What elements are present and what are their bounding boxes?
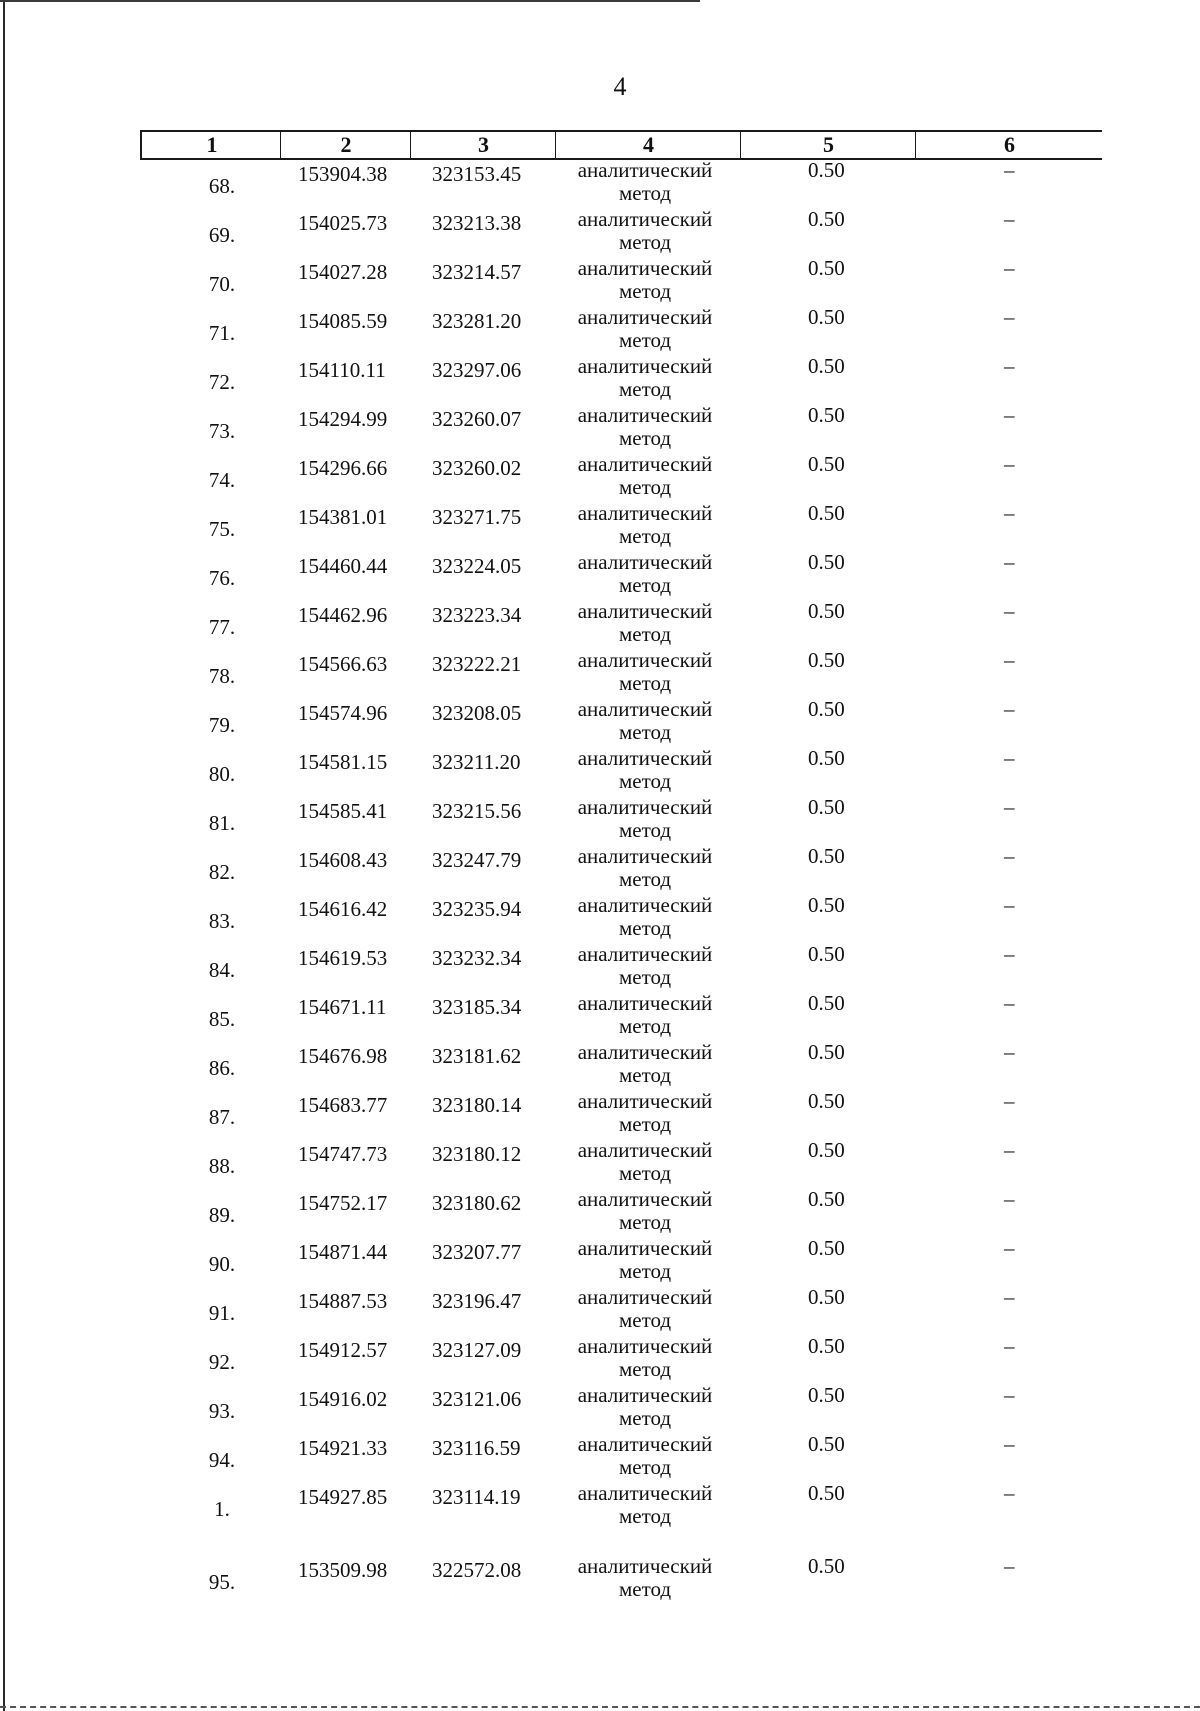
coordinate-y: 323235.94 — [432, 897, 522, 921]
coordinate-x: 154296.66 — [298, 456, 388, 480]
method-line-1: аналитический — [577, 354, 713, 378]
coordinate-y: 323260.07 — [432, 407, 522, 431]
coordinate-y: 323297.06 — [432, 358, 522, 382]
method-line-2: метод — [618, 328, 672, 352]
table-row — [0, 403, 1200, 452]
coordinate-x: 154110.11 — [298, 358, 386, 382]
page-number: 4 — [613, 72, 627, 101]
column-6-value: – — [1004, 1481, 1015, 1505]
method-line-1: аналитический — [577, 305, 713, 329]
error-value: 0.50 — [808, 550, 845, 574]
method-line-2: метод — [618, 1063, 672, 1087]
column-6-value: – — [1004, 1040, 1015, 1064]
table-row — [0, 452, 1200, 501]
coordinate-y: 323185.34 — [432, 995, 522, 1019]
error-value: 0.50 — [808, 1138, 845, 1162]
table-row — [0, 1554, 1200, 1603]
method-line-1: аналитический — [577, 893, 713, 917]
coordinate-y: 323215.56 — [432, 799, 522, 823]
method-line-1: аналитический — [577, 1089, 713, 1113]
column-6-value: – — [1004, 746, 1015, 770]
method-line-1: аналитический — [577, 648, 713, 672]
coordinate-x: 154927.85 — [298, 1485, 388, 1509]
point-number: 85. — [208, 1007, 236, 1031]
error-value: 0.50 — [808, 648, 845, 672]
method-line-2: метод — [618, 1357, 672, 1381]
method-line-1: аналитический — [577, 158, 713, 182]
table-row — [0, 354, 1200, 403]
table-row — [0, 1285, 1200, 1334]
table-row — [0, 1040, 1200, 1089]
method-line-1: аналитический — [577, 942, 713, 966]
point-number: 70. — [208, 272, 236, 296]
table-row — [0, 1432, 1200, 1481]
method-line-2: метод — [618, 1014, 672, 1038]
error-value: 0.50 — [808, 501, 845, 525]
table-row — [0, 305, 1200, 354]
coordinate-x: 154752.17 — [298, 1191, 388, 1215]
coordinate-x: 154460.44 — [298, 554, 388, 578]
coordinate-x: 153904.38 — [298, 162, 388, 186]
coordinate-x: 154887.53 — [298, 1289, 388, 1313]
table-row — [0, 1383, 1200, 1432]
error-value: 0.50 — [808, 1187, 845, 1211]
column-6-value: – — [1004, 256, 1015, 280]
method-line-1: аналитический — [577, 1334, 713, 1358]
point-number: 80. — [208, 762, 236, 786]
column-6-value: – — [1004, 1383, 1015, 1407]
column-6-value: – — [1004, 1089, 1015, 1113]
point-number: 87. — [208, 1105, 236, 1129]
table-row — [0, 746, 1200, 795]
method-line-1: аналитический — [577, 403, 713, 427]
error-value: 0.50 — [808, 893, 845, 917]
point-number: 86. — [208, 1056, 236, 1080]
column-6-value: – — [1004, 1334, 1015, 1358]
coordinate-x: 154585.41 — [298, 799, 388, 823]
method-line-1: аналитический — [577, 207, 713, 231]
point-number: 94. — [208, 1448, 236, 1472]
method-line-2: метод — [618, 524, 672, 548]
error-value: 0.50 — [808, 991, 845, 1015]
method-line-2: метод — [618, 818, 672, 842]
column-6-value: – — [1004, 1236, 1015, 1260]
coordinate-y: 323196.47 — [432, 1289, 522, 1313]
coordinate-x: 154462.96 — [298, 603, 388, 627]
method-line-2: метод — [618, 720, 672, 744]
error-value: 0.50 — [808, 599, 845, 623]
table-row — [0, 648, 1200, 697]
error-value: 0.50 — [808, 1334, 845, 1358]
column-6-value: – — [1004, 452, 1015, 476]
method-line-2: метод — [618, 1455, 672, 1479]
coordinate-x: 154085.59 — [298, 309, 388, 333]
table-row — [0, 158, 1200, 207]
point-number: 92. — [208, 1350, 236, 1374]
table-row — [0, 1481, 1200, 1530]
error-value: 0.50 — [808, 1432, 845, 1456]
column-6-value: – — [1004, 599, 1015, 623]
column-header-2: 2 — [280, 132, 411, 158]
coordinate-y: 323121.06 — [432, 1387, 522, 1411]
method-line-2: метод — [618, 769, 672, 793]
coordinate-y: 323223.34 — [432, 603, 522, 627]
point-number: 90. — [208, 1252, 236, 1276]
table-row — [0, 697, 1200, 746]
error-value: 0.50 — [808, 1383, 845, 1407]
method-line-2: метод — [618, 1406, 672, 1430]
error-value: 0.50 — [808, 1285, 845, 1309]
coordinate-x: 154381.01 — [298, 505, 388, 529]
error-value: 0.50 — [808, 942, 845, 966]
column-6-value: – — [1004, 158, 1015, 182]
point-number: 69. — [208, 223, 236, 247]
coordinate-x: 154747.73 — [298, 1142, 388, 1166]
error-value: 0.50 — [808, 844, 845, 868]
method-line-1: аналитический — [577, 1236, 713, 1260]
method-line-2: метод — [618, 1577, 672, 1601]
column-6-value: – — [1004, 1285, 1015, 1309]
coordinate-y: 322572.08 — [432, 1558, 522, 1582]
column-6-value: – — [1004, 1187, 1015, 1211]
error-value: 0.50 — [808, 158, 845, 182]
error-value: 0.50 — [808, 305, 845, 329]
error-value: 0.50 — [808, 1554, 845, 1578]
method-line-2: метод — [618, 916, 672, 940]
column-6-value: – — [1004, 648, 1015, 672]
column-6-value: – — [1004, 1554, 1015, 1578]
point-number: 95. — [208, 1570, 236, 1594]
point-number: 77. — [208, 615, 236, 639]
coordinate-y: 323180.62 — [432, 1191, 522, 1215]
error-value: 0.50 — [808, 354, 845, 378]
coordinate-y: 323127.09 — [432, 1338, 522, 1362]
column-6-value: – — [1004, 893, 1015, 917]
method-line-2: метод — [618, 1504, 672, 1528]
coordinate-y: 323224.05 — [432, 554, 522, 578]
column-6-value: – — [1004, 501, 1015, 525]
column-header-5: 5 — [740, 132, 916, 158]
scan-edge-bottom — [0, 1706, 1200, 1710]
coordinate-x: 154676.98 — [298, 1044, 388, 1068]
error-value: 0.50 — [808, 795, 845, 819]
table-row — [0, 1334, 1200, 1383]
method-line-2: метод — [618, 279, 672, 303]
point-number: 68. — [208, 174, 236, 198]
coordinate-y: 323214.57 — [432, 260, 522, 284]
column-header-6: 6 — [915, 132, 1103, 158]
table-row — [0, 207, 1200, 256]
coordinate-x: 154921.33 — [298, 1436, 388, 1460]
coordinate-y: 323247.79 — [432, 848, 522, 872]
point-number: 82. — [208, 860, 236, 884]
table-row — [0, 1089, 1200, 1138]
error-value: 0.50 — [808, 1040, 845, 1064]
coordinate-x: 154566.63 — [298, 652, 388, 676]
method-line-1: аналитический — [577, 697, 713, 721]
method-line-1: аналитический — [577, 550, 713, 574]
method-line-2: метод — [618, 377, 672, 401]
point-number: 84. — [208, 958, 236, 982]
table-row — [0, 501, 1200, 550]
method-line-2: метод — [618, 1259, 672, 1283]
scan-edge-top — [0, 0, 700, 2]
method-line-1: аналитический — [577, 746, 713, 770]
coordinate-y: 323260.02 — [432, 456, 522, 480]
error-value: 0.50 — [808, 746, 845, 770]
method-line-1: аналитический — [577, 844, 713, 868]
coordinate-y: 323271.75 — [432, 505, 522, 529]
point-number: 81. — [208, 811, 236, 835]
error-value: 0.50 — [808, 452, 845, 476]
coordinate-y: 323211.20 — [432, 750, 521, 774]
table-row — [0, 599, 1200, 648]
method-line-1: аналитический — [577, 452, 713, 476]
method-line-2: метод — [618, 1308, 672, 1332]
method-line-1: аналитический — [577, 256, 713, 280]
column-6-value: – — [1004, 697, 1015, 721]
point-number: 72. — [208, 370, 236, 394]
point-number: 73. — [208, 419, 236, 443]
coordinate-x: 153509.98 — [298, 1558, 388, 1582]
point-number: 71. — [208, 321, 236, 345]
method-line-1: аналитический — [577, 501, 713, 525]
method-line-1: аналитический — [577, 599, 713, 623]
method-line-2: метод — [618, 1112, 672, 1136]
coordinate-x: 154027.28 — [298, 260, 388, 284]
coordinate-x: 154025.73 — [298, 211, 388, 235]
point-number: 76. — [208, 566, 236, 590]
point-number: 91. — [208, 1301, 236, 1325]
table-row — [0, 1138, 1200, 1187]
point-number: 79. — [208, 713, 236, 737]
coordinate-y: 323213.38 — [432, 211, 522, 235]
method-line-1: аналитический — [577, 991, 713, 1015]
method-line-2: метод — [618, 573, 672, 597]
coordinate-x: 154671.11 — [298, 995, 387, 1019]
coordinate-y: 323281.20 — [432, 309, 522, 333]
error-value: 0.50 — [808, 1089, 845, 1113]
method-line-2: метод — [618, 426, 672, 450]
method-line-2: метод — [618, 1210, 672, 1234]
coordinate-y: 323208.05 — [432, 701, 522, 725]
error-value: 0.50 — [808, 1236, 845, 1260]
table-header — [140, 130, 1102, 160]
coordinate-x: 154871.44 — [298, 1240, 388, 1264]
point-number: 93. — [208, 1399, 236, 1423]
coordinate-x: 154608.43 — [298, 848, 388, 872]
point-number: 88. — [208, 1154, 236, 1178]
column-6-value: – — [1004, 844, 1015, 868]
point-number: 78. — [208, 664, 236, 688]
column-6-value: – — [1004, 207, 1015, 231]
method-line-2: метод — [618, 867, 672, 891]
point-number: 75. — [208, 517, 236, 541]
method-line-2: метод — [618, 622, 672, 646]
coordinate-x: 154616.42 — [298, 897, 388, 921]
coordinate-y: 323232.34 — [432, 946, 522, 970]
coordinate-y: 323116.59 — [432, 1436, 521, 1460]
column-6-value: – — [1004, 305, 1015, 329]
coordinate-x: 154912.57 — [298, 1338, 388, 1362]
table-row — [0, 844, 1200, 893]
coordinate-y: 323207.77 — [432, 1240, 522, 1264]
method-line-1: аналитический — [577, 1554, 713, 1578]
point-number: 89. — [208, 1203, 236, 1227]
column-header-3: 3 — [410, 132, 556, 158]
method-line-2: метод — [618, 965, 672, 989]
column-6-value: – — [1004, 1432, 1015, 1456]
point-number: 83. — [208, 909, 236, 933]
table-row — [0, 942, 1200, 991]
error-value: 0.50 — [808, 1481, 845, 1505]
coordinate-x: 154683.77 — [298, 1093, 388, 1117]
error-value: 0.50 — [808, 403, 845, 427]
method-line-1: аналитический — [577, 1383, 713, 1407]
coordinate-x: 154619.53 — [298, 946, 388, 970]
point-number: 1. — [214, 1497, 230, 1521]
table-body — [0, 158, 1200, 1603]
error-value: 0.50 — [808, 256, 845, 280]
method-line-2: метод — [618, 181, 672, 205]
coordinate-y: 323180.12 — [432, 1142, 522, 1166]
table-row — [0, 991, 1200, 1040]
coordinate-x: 154574.96 — [298, 701, 388, 725]
method-line-1: аналитический — [577, 1481, 713, 1505]
method-line-1: аналитический — [577, 1432, 713, 1456]
method-line-2: метод — [618, 671, 672, 695]
table-row — [0, 1236, 1200, 1285]
table-row — [0, 795, 1200, 844]
coordinate-y: 323153.45 — [432, 162, 522, 186]
column-6-value: – — [1004, 1138, 1015, 1162]
coordinate-y: 323181.62 — [432, 1044, 522, 1068]
coordinate-x: 154294.99 — [298, 407, 388, 431]
column-6-value: – — [1004, 354, 1015, 378]
column-6-value: – — [1004, 403, 1015, 427]
method-line-1: аналитический — [577, 1040, 713, 1064]
column-header-4: 4 — [555, 132, 741, 158]
table-row — [0, 256, 1200, 305]
coordinate-x: 154581.15 — [298, 750, 388, 774]
method-line-2: метод — [618, 230, 672, 254]
method-line-1: аналитический — [577, 1285, 713, 1309]
method-line-2: метод — [618, 475, 672, 499]
coordinate-x: 154916.02 — [298, 1387, 388, 1411]
table-row — [0, 1187, 1200, 1236]
method-line-1: аналитический — [577, 1187, 713, 1211]
method-line-1: аналитический — [577, 1138, 713, 1162]
error-value: 0.50 — [808, 207, 845, 231]
column-6-value: – — [1004, 991, 1015, 1015]
coordinate-y: 323180.14 — [432, 1093, 522, 1117]
error-value: 0.50 — [808, 697, 845, 721]
table-row — [0, 893, 1200, 942]
table-row — [0, 550, 1200, 599]
method-line-2: метод — [618, 1161, 672, 1185]
column-header-1: 1 — [140, 132, 282, 158]
point-number: 74. — [208, 468, 236, 492]
coordinate-y: 323114.19 — [432, 1485, 521, 1509]
column-6-value: – — [1004, 942, 1015, 966]
coordinate-y: 323222.21 — [432, 652, 522, 676]
column-6-value: – — [1004, 795, 1015, 819]
column-6-value: – — [1004, 550, 1015, 574]
method-line-1: аналитический — [577, 795, 713, 819]
